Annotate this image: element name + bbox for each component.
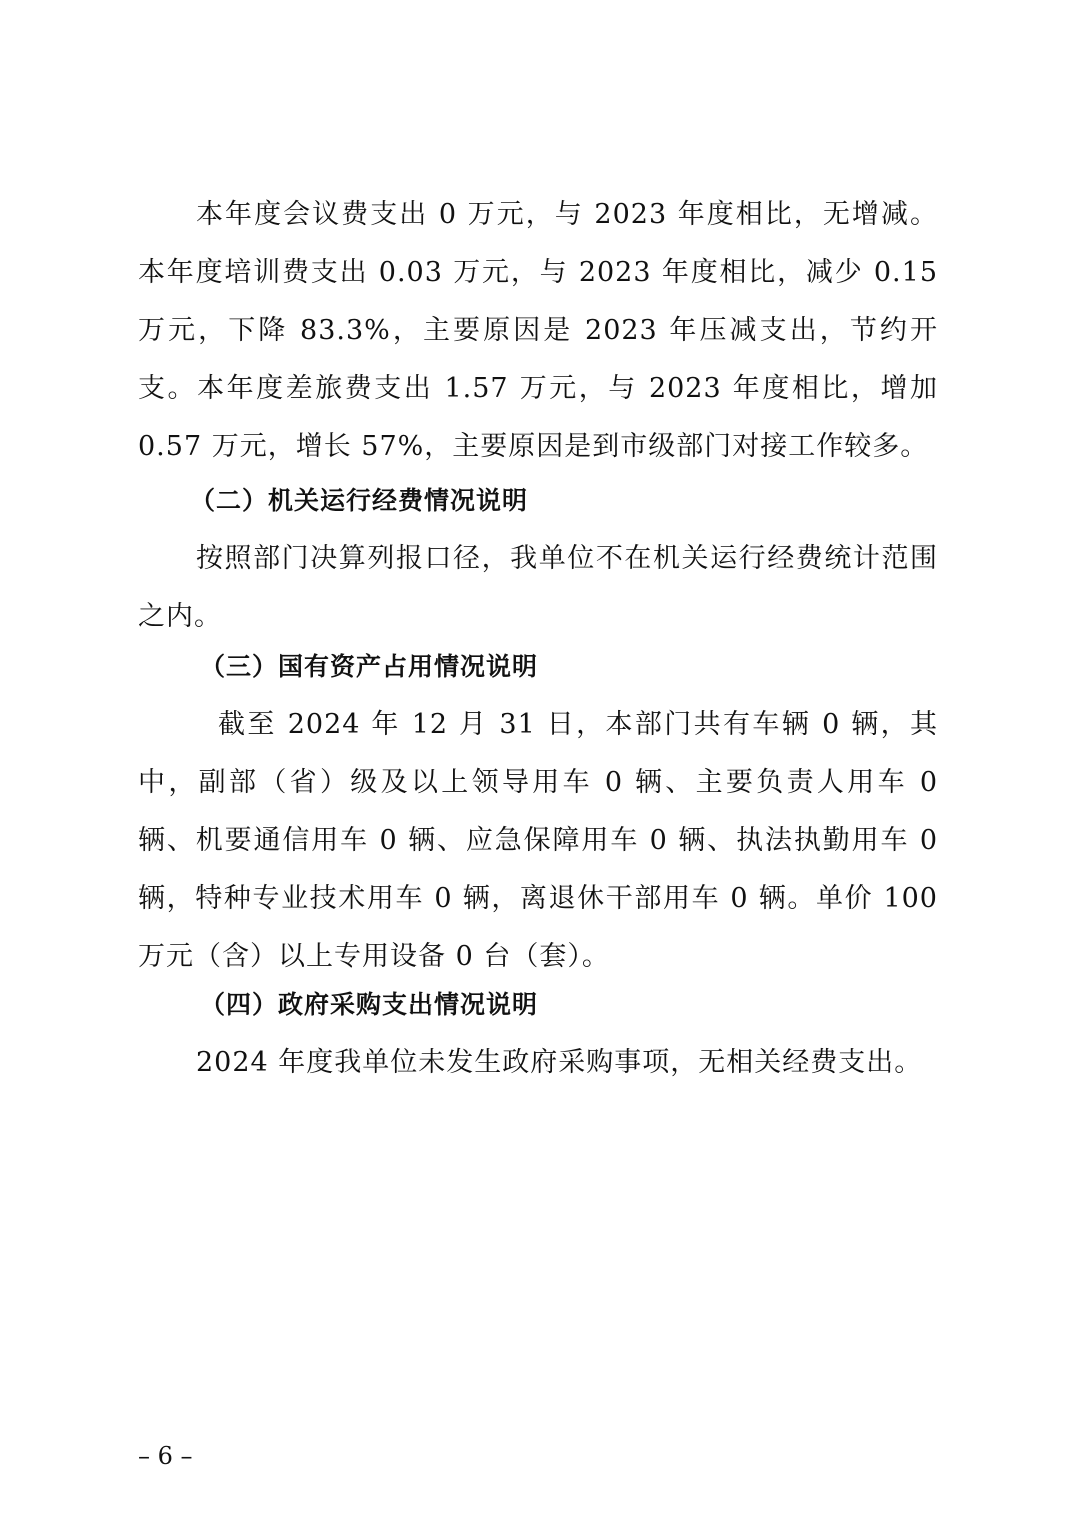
section-heading-state-assets: （三）国有资产占用情况说明 — [200, 652, 539, 681]
paragraph-government-procurement: 2024 年度我单位未发生政府采购事项，无相关经费支出。 — [196, 1047, 923, 1078]
paragraph-office-operating-expenses: 按照部门决算列报口径，我单位不在机关运行经费统计范围之内。 — [138, 543, 938, 632]
page-number: – 6 – — [138, 1442, 193, 1470]
section-heading-government-procurement: （四）政府采购支出情况说明 — [200, 990, 539, 1019]
section-heading-office-operating-expenses: （二）机关运行经费情况说明 — [190, 486, 529, 515]
paragraph-meeting-training-travel-expenses: 本年度会议费支出 0 万元，与 2023 年度相比，无增减。本年度培训费支出 0.03 万元，与 2023 年度相比，减少 0.15 万元，下降 83.3%，主要原因是 2023 年压减支出，节约开支。本年度差旅费支出 1.57 万元，与 2023 年度相比，增加 0.57 万元，增长 57%，主要原因是到市级部门对接工作较多。 — [138, 199, 938, 462]
paragraph-state-assets: 截至 2024 年 12 月 31 日，本部门共有车辆 0 辆，其中，副部（省）级及以上领导用车 0 辆、主要负责人用车 0 辆、机要通信用车 0 辆、应急保障用车 0 辆、执法执勤用车 0 辆，特种专业技术用车 0 辆，离退休干部用车 0 辆。单价 100 万元（含）以上专用设备 0 台（套）。 — [138, 709, 938, 972]
